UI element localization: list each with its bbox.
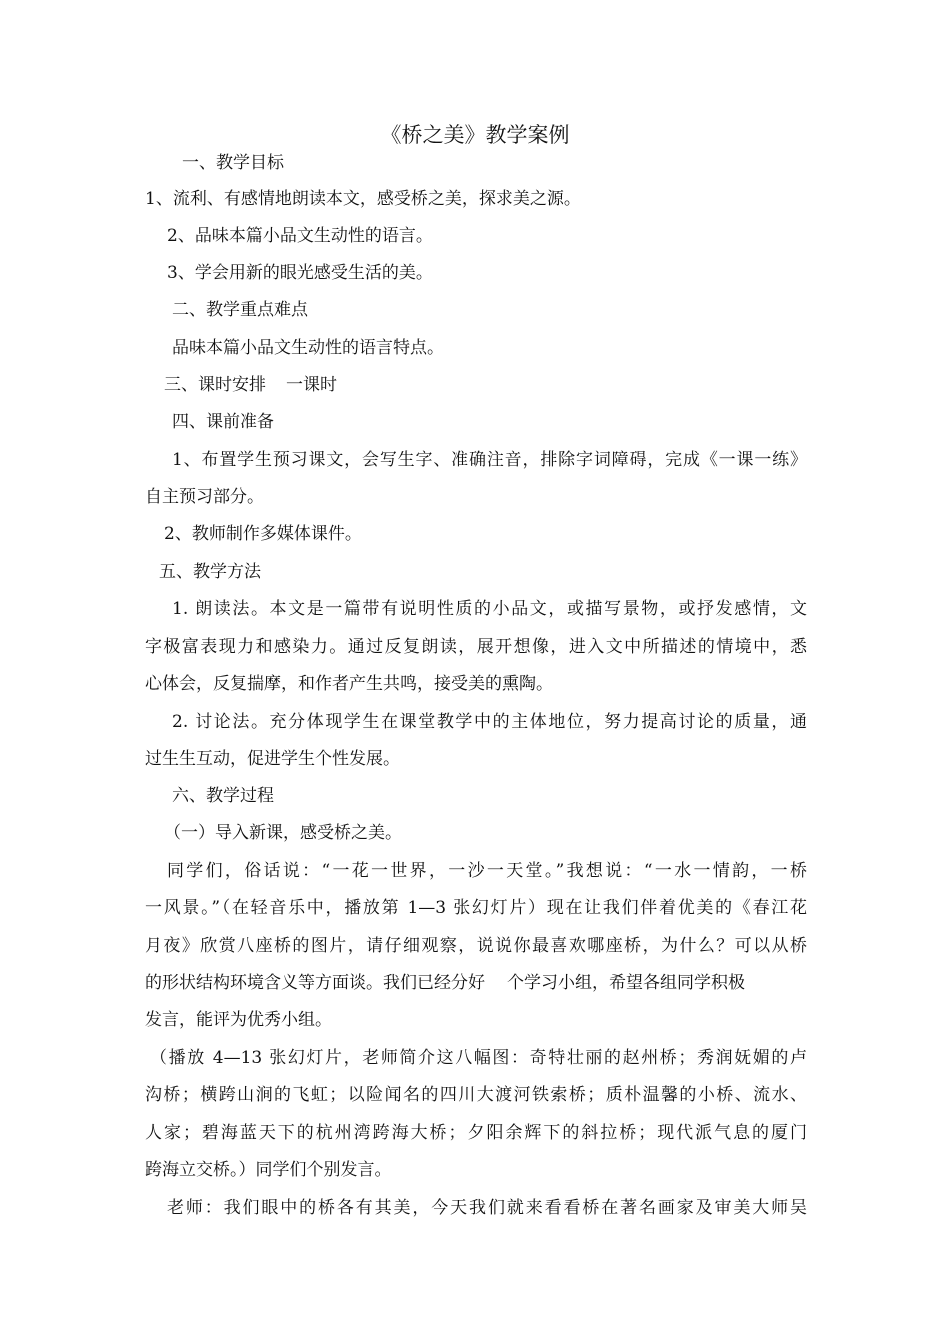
process-para-1-line-1: 同学们，俗话说：“一花一世界，一沙一天堂。”我想说：“一水一情韵，一桥	[167, 861, 807, 881]
heading-process: 六、教学过程	[172, 786, 274, 806]
key-points-text: 品味本篇小品文生动性的语言特点。	[172, 338, 444, 358]
process-para-2-line-4: 跨海立交桥。）同学们个别发言。	[145, 1160, 392, 1180]
heading-schedule: 三、课时安排	[164, 375, 266, 395]
heading-methods: 五、教学方法	[159, 562, 261, 582]
schedule-value: 一课时	[286, 375, 337, 395]
goal-item-3: 3、学会用新的眼光感受生活的美。	[167, 263, 433, 283]
goal-item-1: 1、流利、有感情地朗读本文，感受桥之美，探求美之源。	[145, 189, 581, 209]
process-para-3-line-1: 老师：我们眼中的桥各有其美，今天我们就来看看桥在著名画家及审美大师吴	[167, 1198, 807, 1218]
method-1-line-2: 字极富表现力和感染力。通过反复朗读，展开想像，进入文中所描述的情境中，悉	[145, 637, 807, 657]
method-2-line-1: 2. 讨论法。充分体现学生在课堂教学中的主体地位，努力提高讨论的质量，通	[172, 712, 807, 732]
heading-preparation: 四、课前准备	[172, 412, 274, 432]
heading-key-points: 二、教学重点难点	[172, 300, 308, 320]
process-para-1-line-4-a: 的形状结构环境含义等方面谈。我们已经分好	[145, 973, 485, 993]
process-para-2-line-2: 沟桥；横跨山涧的飞虹；以险闻名的四川大渡河铁索桥；质朴温馨的小桥、流水、	[145, 1085, 807, 1105]
method-2-line-2: 过生生互动，促进学生个性发展。	[145, 749, 400, 769]
preparation-item-2: 2、教师制作多媒体课件。	[164, 524, 362, 544]
process-step-1-heading: （一）导入新课，感受桥之美。	[164, 823, 402, 843]
document-title: 《桥之美》教学案例	[380, 123, 570, 147]
goal-item-2: 2、品味本篇小品文生动性的语言。	[167, 226, 433, 246]
process-para-1-line-2: 一风景。”（在轻音乐中，播放第 1—3 张幻灯片）现在让我们伴着优美的《春江花	[145, 898, 807, 918]
method-1-line-1: 1. 朗读法。本文是一篇带有说明性质的小品文，或描写景物，或抒发感情，文	[172, 599, 807, 619]
heading-teaching-goals: 一、教学目标	[182, 153, 284, 173]
process-para-2-line-1: （播放 4—13 张幻灯片，老师简介这八幅图：奇特壮丽的赵州桥；秀润妩媚的卢	[150, 1048, 807, 1068]
process-para-2-line-3: 人家；碧海蓝天下的杭州湾跨海大桥；夕阳余辉下的斜拉桥；现代派气息的厦门	[145, 1123, 807, 1143]
process-para-1-line-5: 发言，能评为优秀小组。	[145, 1010, 332, 1030]
process-para-1-line-4	[145, 970, 745, 996]
preparation-item-1-cont: 自主预习部分。	[145, 487, 264, 507]
process-para-1-line-4-b: 个学习小组，希望各组同学积极	[507, 973, 745, 993]
process-para-1-line-3: 月夜》欣赏八座桥的图片，请仔细观察，说说你最喜欢哪座桥，为什么？可以从桥	[145, 936, 807, 956]
schedule-line	[164, 372, 337, 398]
preparation-item-1: 1、布置学生预习课文，会写生字、准确注音，排除字词障碍，完成《一课一练》	[172, 450, 807, 470]
method-1-line-3: 心体会，反复揣摩，和作者产生共鸣，接受美的熏陶。	[145, 674, 553, 694]
